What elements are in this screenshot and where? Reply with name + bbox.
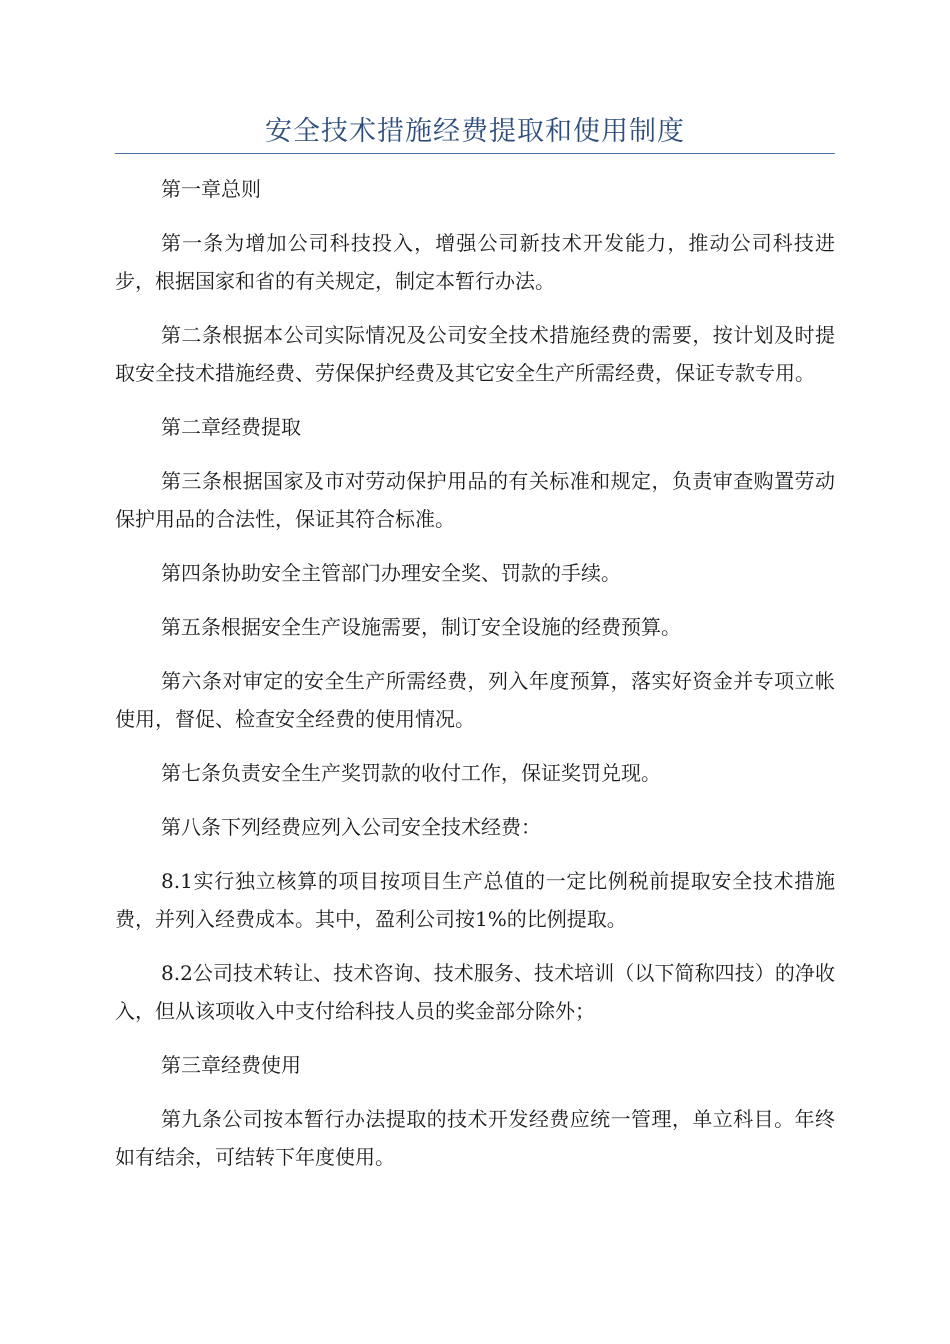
article-paragraph: 第五条根据安全生产设施需要，制订安全设施的经费预算。: [161, 615, 681, 639]
chapter-heading: 第二章经费提取: [161, 415, 301, 439]
document-title: 安全技术措施经费提取和使用制度: [265, 116, 685, 147]
chapter-heading: 第一章总则: [161, 177, 261, 201]
title-underline: [115, 153, 835, 154]
sub-clause-paragraph: 8.1实行独立核算的项目按项目生产总值的一定比例税前提取安全技术措施费，并列入经费成本。其中，盈利公司按1%的比例提取。: [115, 869, 835, 931]
article-paragraph: 第四条协助安全主管部门办理安全奖、罚款的手续。: [161, 561, 621, 585]
article-paragraph: 第二条根据本公司实际情况及公司安全技术措施经费的需要，按计划及时提取安全技术措施经费、劳保保护经费及其它安全生产所需经费，保证专款专用。: [115, 323, 835, 385]
article-paragraph: 第九条公司按本暂行办法提取的技术开发经费应统一管理，单立科目。年终如有结余，可结转下年度使用。: [115, 1107, 835, 1169]
chapter-heading: 第三章经费使用: [161, 1053, 301, 1077]
article-paragraph: 第八条下列经费应列入公司安全技术经费：: [161, 815, 541, 839]
article-paragraph: 第一条为增加公司科技投入，增强公司新技术开发能力，推动公司科技进步，根据国家和省的有关规定，制定本暂行办法。: [115, 231, 835, 293]
sub-clause-paragraph: 8.2公司技术转让、技术咨询、技术服务、技术培训（以下简称四技）的净收入，但从该项收入中支付给科技人员的奖金部分除外；: [115, 961, 835, 1023]
article-paragraph: 第七条负责安全生产奖罚款的收付工作，保证奖罚兑现。: [161, 761, 661, 785]
article-paragraph: 第三条根据国家及市对劳动保护用品的有关标准和规定，负责审查购置劳动保护用品的合法性，保证其符合标准。: [115, 469, 835, 531]
document-body: [115, 170, 835, 1192]
article-paragraph: 第六条对审定的安全生产所需经费，列入年度预算，落实好资金并专项立帐使用，督促、检查安全经费的使用情况。: [115, 669, 835, 731]
